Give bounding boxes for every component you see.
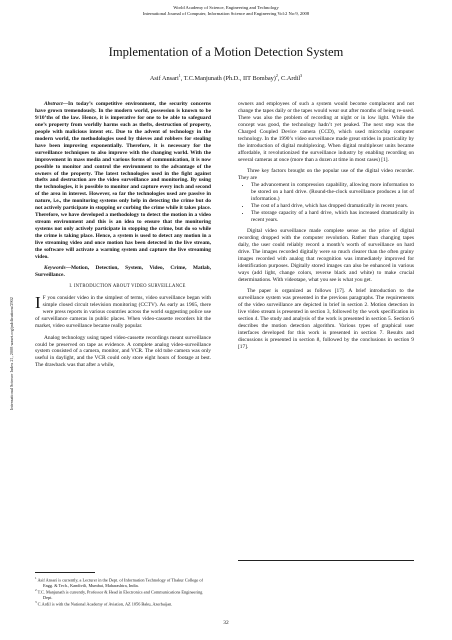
right-column-rule: [238, 560, 414, 561]
paper-title: Implementation of a Motion Detection System: [108, 45, 344, 59]
header-line-2: International Journal of Computer, Information Science and Engineering Vol:2 No:9, 2008: [142, 11, 310, 17]
drop-cap: I: [35, 293, 41, 313]
footnote-2-mark: 2: [35, 588, 37, 593]
author-1: Asif Ansari: [149, 75, 179, 83]
footnote-1-mark: 1: [35, 576, 37, 580]
footnote-rule: [35, 572, 95, 573]
keywords: [35, 265, 211, 279]
intro-paragraph-2: Analog technology using taped video-cassette recordings meant surveillance could be preserved on tape as evidence. A complete analog video-surveillance system consisted of a camera, monitor, and VCR. The old tube camera was only useful in daylight, and the VCR could only store eight hours of footage at best. The drawback was that after a while,: [35, 334, 211, 369]
footnote-2-text: T.C. Manjunath is currently, Professor & Head in Electronics and Communications Engineering Dept.: [37, 589, 203, 601]
intro-p1-text: F you consider video in the simplest of terms, video surveillance began with simple closed circuit television monitoring (CCTV). As early as 1965, there were press reports in various countries across the world suggesting police use of surveillance cameras in public places. When video-cassette recorders hit the market, video surveillance became really popular.: [35, 295, 211, 330]
footnote-3-mark: 3: [35, 600, 37, 605]
footnote-3: [35, 600, 211, 607]
right-column: [238, 101, 414, 351]
right-paragraph-4: The paper is organized as follows [17]. A brief introduction to the surveillance system was presented in the previous paragraphs. The requirements of the video surveillance are depicted in brief in section 2. Motion detection in live video stream is presented in section 3, followed by the work specification in section 4. The study and analysis of the work is presented in section 5. Section 6 describes the motion detection algorithm. Various types of graphical user interfaces developed for this work is presented in section 7. Results and discussions is presented in section 8, followed by the conclusions in section 9 [17].: [238, 288, 414, 350]
footnote-2: [35, 588, 211, 600]
footnotes: [35, 572, 211, 607]
right-paragraph-3: Digital video surveillance made complete sense as the price of digital recording dropped with the computer revolution. Rather than changing tapes daily, the user could reliably record a month’s worth of surveillance on hard drive. The images recorded digitally were so much clearer than the often grainy images recorded with analog that recognition was immediately improved for identification purposes. Digitally stored images can also be enhanced in various ways (add light, change colors, reverse black and white) to make crucial determinations. With videotape, what you see is what you get.: [238, 228, 414, 283]
abstract: [35, 101, 211, 261]
right-paragraph-2: Three key factors brought on the popular use of the digital video recorder. They are: [238, 168, 414, 182]
list-item: • The storage capacity of a hard drive, which has increased dramatically in recent years.: [251, 210, 414, 224]
right-paragraph-1: owners and employees of such a system would become complacent and not change the tapes daily or the tapes would wear out after months of being re-used. There was also the problem of recording at night or in low light. While the concept was good, the technology hadn’t yet peaked. The next step was the Charged Coupled Device camera (CCD), which used microchip computer technology. In the 1990’s video surveillance made great strides in practicality by the introduction of digital multiplexing. When digital multiplexer units became affordable, it revolutionized the surveillance industry by enabling recording on several cameras at once (more than a dozen at time in most cases) [1].: [238, 101, 414, 163]
sidebar-index-note: International Science Index 21, 2008 waset.org/publications/2902: [9, 297, 14, 410]
footnote-3-text: C.Ardil is with the National Academy of Aviation, AZ 1056 Baku, Azerbaijan.: [37, 601, 173, 607]
list-item: • The cost of a hard drive, which has dropped dramatically in recent years.: [251, 203, 414, 210]
abstract-label: Abstract: [44, 101, 63, 107]
keywords-label: Keywords: [44, 265, 66, 272]
journal-header: [0, 5, 452, 17]
keywords-text: —Motion, Detection, System, Video, Crime, Matlab, Surveillance.: [35, 265, 211, 279]
author-line: [0, 73, 452, 82]
factor-list: [238, 182, 414, 224]
author-2: , T.C.Manjunath (Ph.D., IIT Bombay): [180, 75, 276, 83]
list-item: • The advancement in compression capability, allowing more information to be stored on a hard drive. (Round-the-clock surveillance produces a lot of information.): [251, 182, 414, 203]
author-1-mark: 1: [178, 73, 181, 78]
header-line-1: World Academy of Science, Engineering and Technology: [173, 5, 279, 10]
author-2-mark: 2: [275, 73, 278, 78]
author-3: , C.Ardil: [277, 75, 301, 83]
author-3-mark: 3: [300, 73, 303, 78]
left-column: [35, 101, 211, 369]
footnote-1-text: Asif Ansari is currently, a Lecturer in the Dept. of Information Technology of Thakur College of Engg. & Tech., Kandivili, Mumbai, Maharashtra, India.: [37, 577, 203, 588]
abstract-text: —In today’s competitive environment, the security concerns have grown tremendously. In the modern world, possession is known to be 9/10’ths of the law. Hence, it is imperative for one to be able to safeguard one’s property from worldly harms such as thefts, destruction of property, people with malicious intent etc. Due to the advent of technology in the modern world, the methodologies used by thieves and robbers for stealing have been improving exponentially. Therefore, it is necessary for the surveillance techniques to also improve with the changing world. With the improvement in mass media and various forms of communication, it is now possible to monitor and control the environment to the advantage of the owners of the property. The latest technologies used in the fight against thefts and destruction are the video surveillance and monitoring. By using the technologies, it is possible to monitor and capture every inch and second of the area in interest. However, so far the technologies used are passive in nature, i.e., the monitoring systems only help in detecting the crime but do not actively participate in stopping or curbing the crime while it takes place. Therefore, we have developed a methodology to detect the motion in a video stream environment and this is an idea to ensure that the monitoring systems not only actively participate in stopping the crime, but do so while the crime is taking place. Hence, a system is used to detect any motion in a live streaming video and once motion has been detected in the live stream, the software will activate a warning system and capture the live streaming video.: [35, 101, 211, 260]
page-number: 32: [223, 620, 229, 626]
footnote-1: [35, 576, 211, 588]
intro-paragraph-1: [35, 295, 211, 330]
section-heading: I. INTRODUCTION ABOUT VIDEO SURVEILLANCE: [69, 283, 186, 289]
